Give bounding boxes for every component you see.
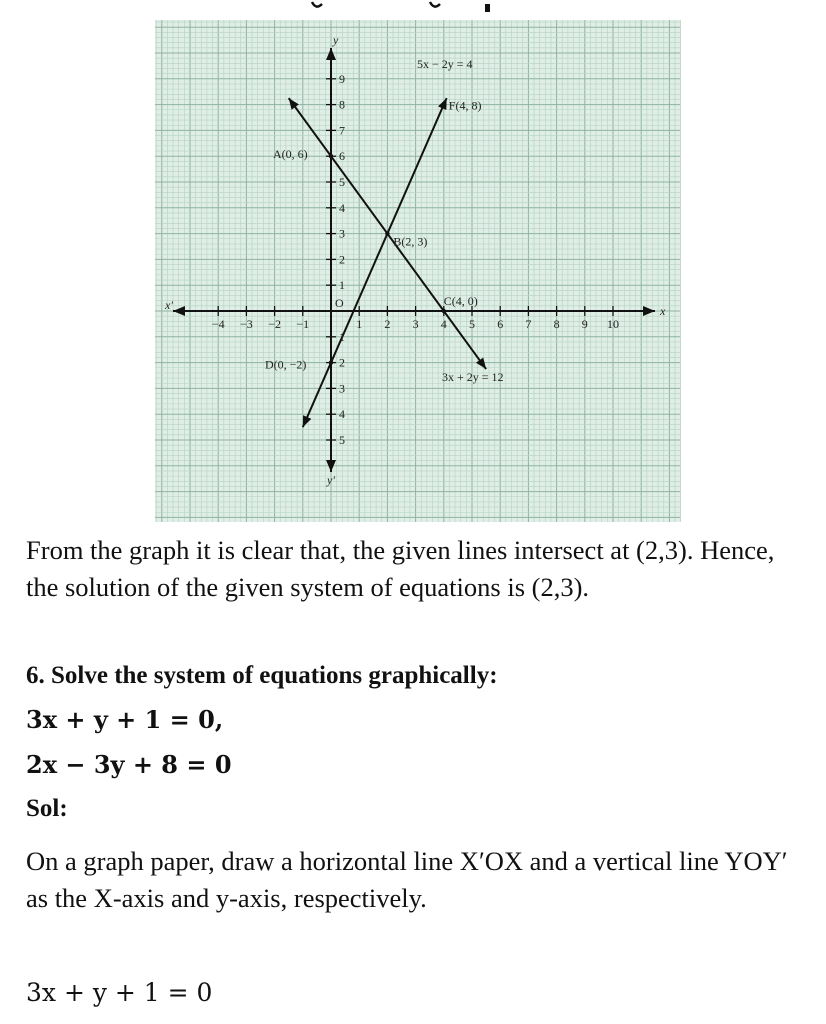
x-tick-label: 7: [525, 317, 532, 331]
point-marker: [329, 154, 333, 158]
instruction-paragraph: On a graph paper, draw a horizontal line X′OX and a vertical line YOY′ as the X-axis and y-axis, respectively.: [26, 846, 788, 913]
x-tick-label: 2: [384, 317, 391, 331]
equation-1-label: 5x − 2y = 4: [417, 57, 473, 71]
x-tick-label: 3: [412, 317, 419, 331]
y-tick-label: 1: [339, 329, 345, 344]
y-tick-label: 8: [339, 97, 345, 112]
origin-label: O: [335, 296, 344, 310]
cropped-heading-remnant: [300, 0, 520, 14]
equation-2: 2x − 3y + 8 = 0: [26, 750, 232, 779]
x-tick-label: 1: [356, 317, 363, 331]
y-tick-label: 3: [339, 226, 345, 241]
y-tick-label: 7: [339, 123, 345, 138]
graph-paper: [155, 20, 681, 522]
y-tick-label: 5: [339, 433, 345, 447]
x-tick-label: 10: [607, 317, 619, 331]
y-tick-label: 5: [339, 175, 345, 189]
point-marker: [442, 309, 446, 313]
graph-figure: [155, 20, 680, 522]
equation-1: 3x + y + 1 = 0,: [26, 705, 224, 734]
x-axis-arrow-right: [643, 306, 655, 316]
x-tick-label: 4: [440, 317, 447, 331]
y-axis-arrow-up: [326, 48, 336, 60]
grid-lines: [155, 20, 680, 522]
x-tick-label: −1: [296, 317, 310, 331]
y-tick-label: 9: [339, 71, 345, 86]
point-label: A(0, 6): [273, 147, 308, 162]
y-tick-label: 4: [339, 407, 345, 422]
y-tick-label: 6: [339, 149, 345, 164]
point-label: B(2, 3): [393, 234, 428, 249]
equation-last: 3x + y + 1 = 0: [26, 978, 213, 1007]
x-axis-label: x: [660, 304, 666, 318]
y-tick-label: 3: [339, 381, 345, 396]
point-label: F(4, 8): [448, 98, 482, 113]
x-tick-label: 6: [497, 317, 504, 331]
y-tick-label: 1: [339, 278, 345, 293]
point-marker: [385, 231, 389, 235]
y-tick-label: 2: [339, 252, 345, 267]
question-heading: 6. Solve the system of equations graphically:: [26, 662, 498, 689]
x-prime-label: x': [165, 298, 173, 312]
y-prime-label: y': [327, 473, 335, 487]
point-label: D(0, −2): [265, 357, 307, 372]
line-arrowhead: [303, 415, 312, 427]
solution-label: Sol:: [26, 795, 68, 822]
point-marker: [442, 102, 446, 106]
conclusion-paragraph: From the graph it is clear that, the given lines intersect at (2,3). Hence, the solution of the given system of equations is (2,3).: [26, 535, 775, 602]
x-tick-label: 5: [469, 317, 475, 331]
x-tick-label: 9: [581, 317, 588, 331]
y-tick-label: 4: [339, 200, 345, 215]
y-axis-label: y: [333, 33, 339, 47]
equation-2-label: 3x + 2y = 12: [442, 370, 504, 384]
x-tick-label: −2: [268, 317, 281, 331]
x-tick-label: 8: [553, 317, 560, 331]
x-tick-label: −4: [211, 317, 225, 331]
point-marker: [329, 360, 333, 364]
x-tick-label: −3: [240, 317, 253, 331]
axes: [173, 48, 655, 472]
point-label: C(4, 0): [443, 294, 478, 308]
y-tick-label: 2: [339, 355, 345, 370]
